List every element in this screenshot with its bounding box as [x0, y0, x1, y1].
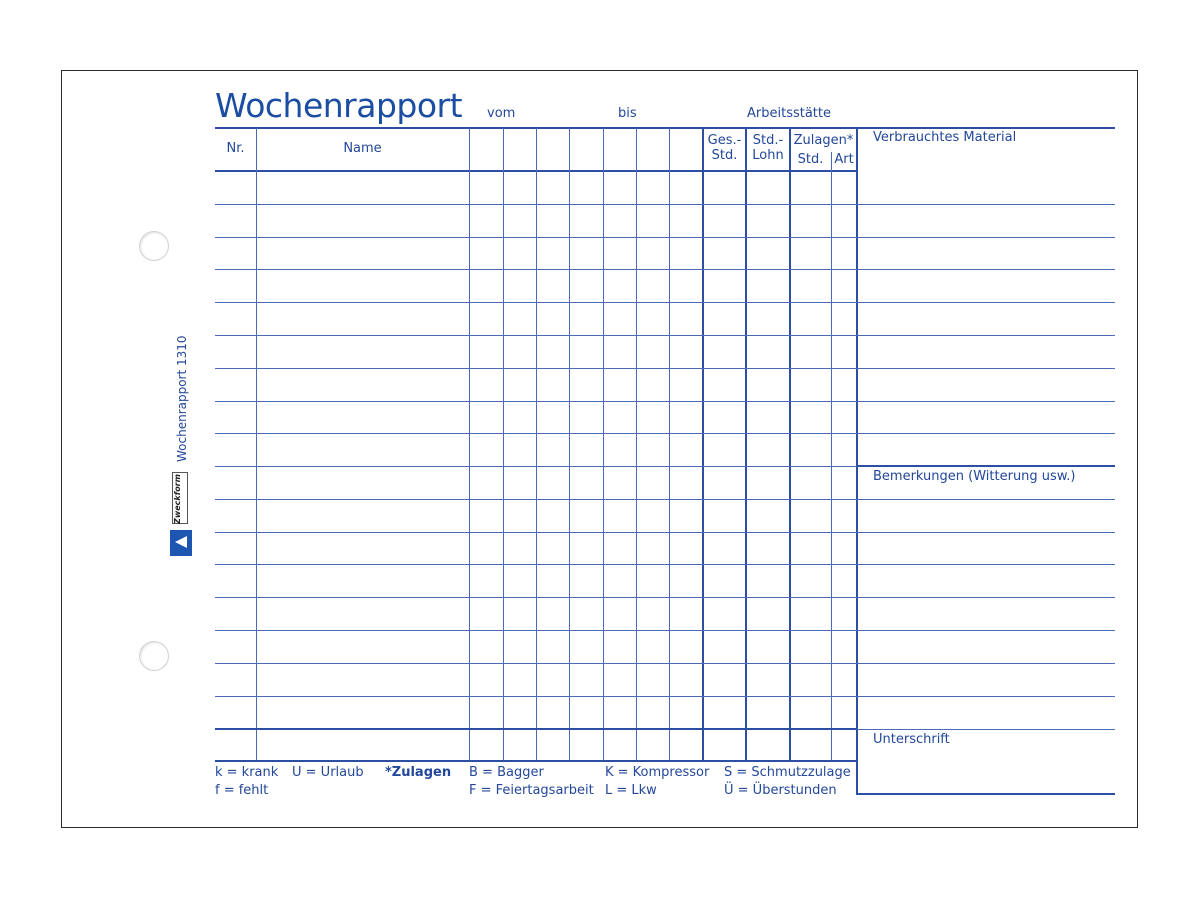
timesheet-grid[interactable] — [215, 171, 857, 761]
signature-rule — [857, 729, 1115, 730]
header-zulagen-art: Art — [834, 152, 854, 167]
brand-logo — [172, 472, 188, 524]
punch-hole-bottom — [139, 641, 169, 671]
legend-schmutz: S = Schmutzzulage — [724, 765, 851, 780]
signature-bottom-rule — [857, 793, 1115, 795]
arbeitsstaette-field[interactable] — [835, 100, 1115, 124]
avery-logo-icon — [170, 530, 192, 556]
bis-field[interactable] — [640, 100, 740, 124]
header-std-lohn-1: Std.- — [752, 133, 784, 148]
vom-field[interactable] — [520, 100, 615, 124]
header-zulagen-std: Std. — [797, 152, 824, 167]
legend-urlaub: U = Urlaub — [292, 765, 364, 780]
signature-label: Unterschrift — [873, 732, 950, 747]
remarks-label: Bemerkungen (Witterung usw.) — [873, 469, 1076, 484]
brand-name: Zweckform — [173, 474, 182, 524]
header-nr: Nr. — [226, 141, 245, 156]
punch-hole-top — [139, 231, 169, 261]
legend-fehlt: f = fehlt — [215, 783, 269, 798]
signature-field[interactable] — [858, 750, 1114, 792]
bis-label: bis — [618, 106, 637, 121]
legend-krank: k = krank — [215, 765, 279, 780]
header-zulagen: Zulagen* — [793, 133, 854, 148]
material-label: Verbrauchtes Material — [873, 130, 1017, 145]
legend-lkw: L = Lkw — [605, 783, 657, 798]
legend-zulagen-title: *Zulagen — [385, 765, 452, 780]
legend-feiertag: F = Feiertagsarbeit — [469, 783, 594, 798]
legend-kompressor: K = Kompressor — [605, 765, 710, 780]
vom-label: vom — [487, 106, 516, 121]
top-rule — [215, 127, 1115, 129]
material-field[interactable] — [858, 150, 1114, 464]
form-title: Wochenrapport — [215, 86, 463, 125]
arbeitsstaette-label: Arbeitsstätte — [747, 106, 831, 121]
header-ges-std-1: Ges.- — [707, 133, 742, 148]
header-ges-std-2: Std. — [711, 148, 738, 163]
remarks-field[interactable] — [858, 489, 1114, 727]
legend-bagger: B = Bagger — [469, 765, 544, 780]
remarks-divider — [857, 465, 1115, 467]
form-number-label: Wochenrapport 1310 — [175, 335, 189, 462]
header-name: Name — [343, 141, 382, 156]
header-std-lohn-2: Lohn — [752, 148, 784, 163]
legend-ueberstunden: Ü = Überstunden — [724, 783, 837, 798]
